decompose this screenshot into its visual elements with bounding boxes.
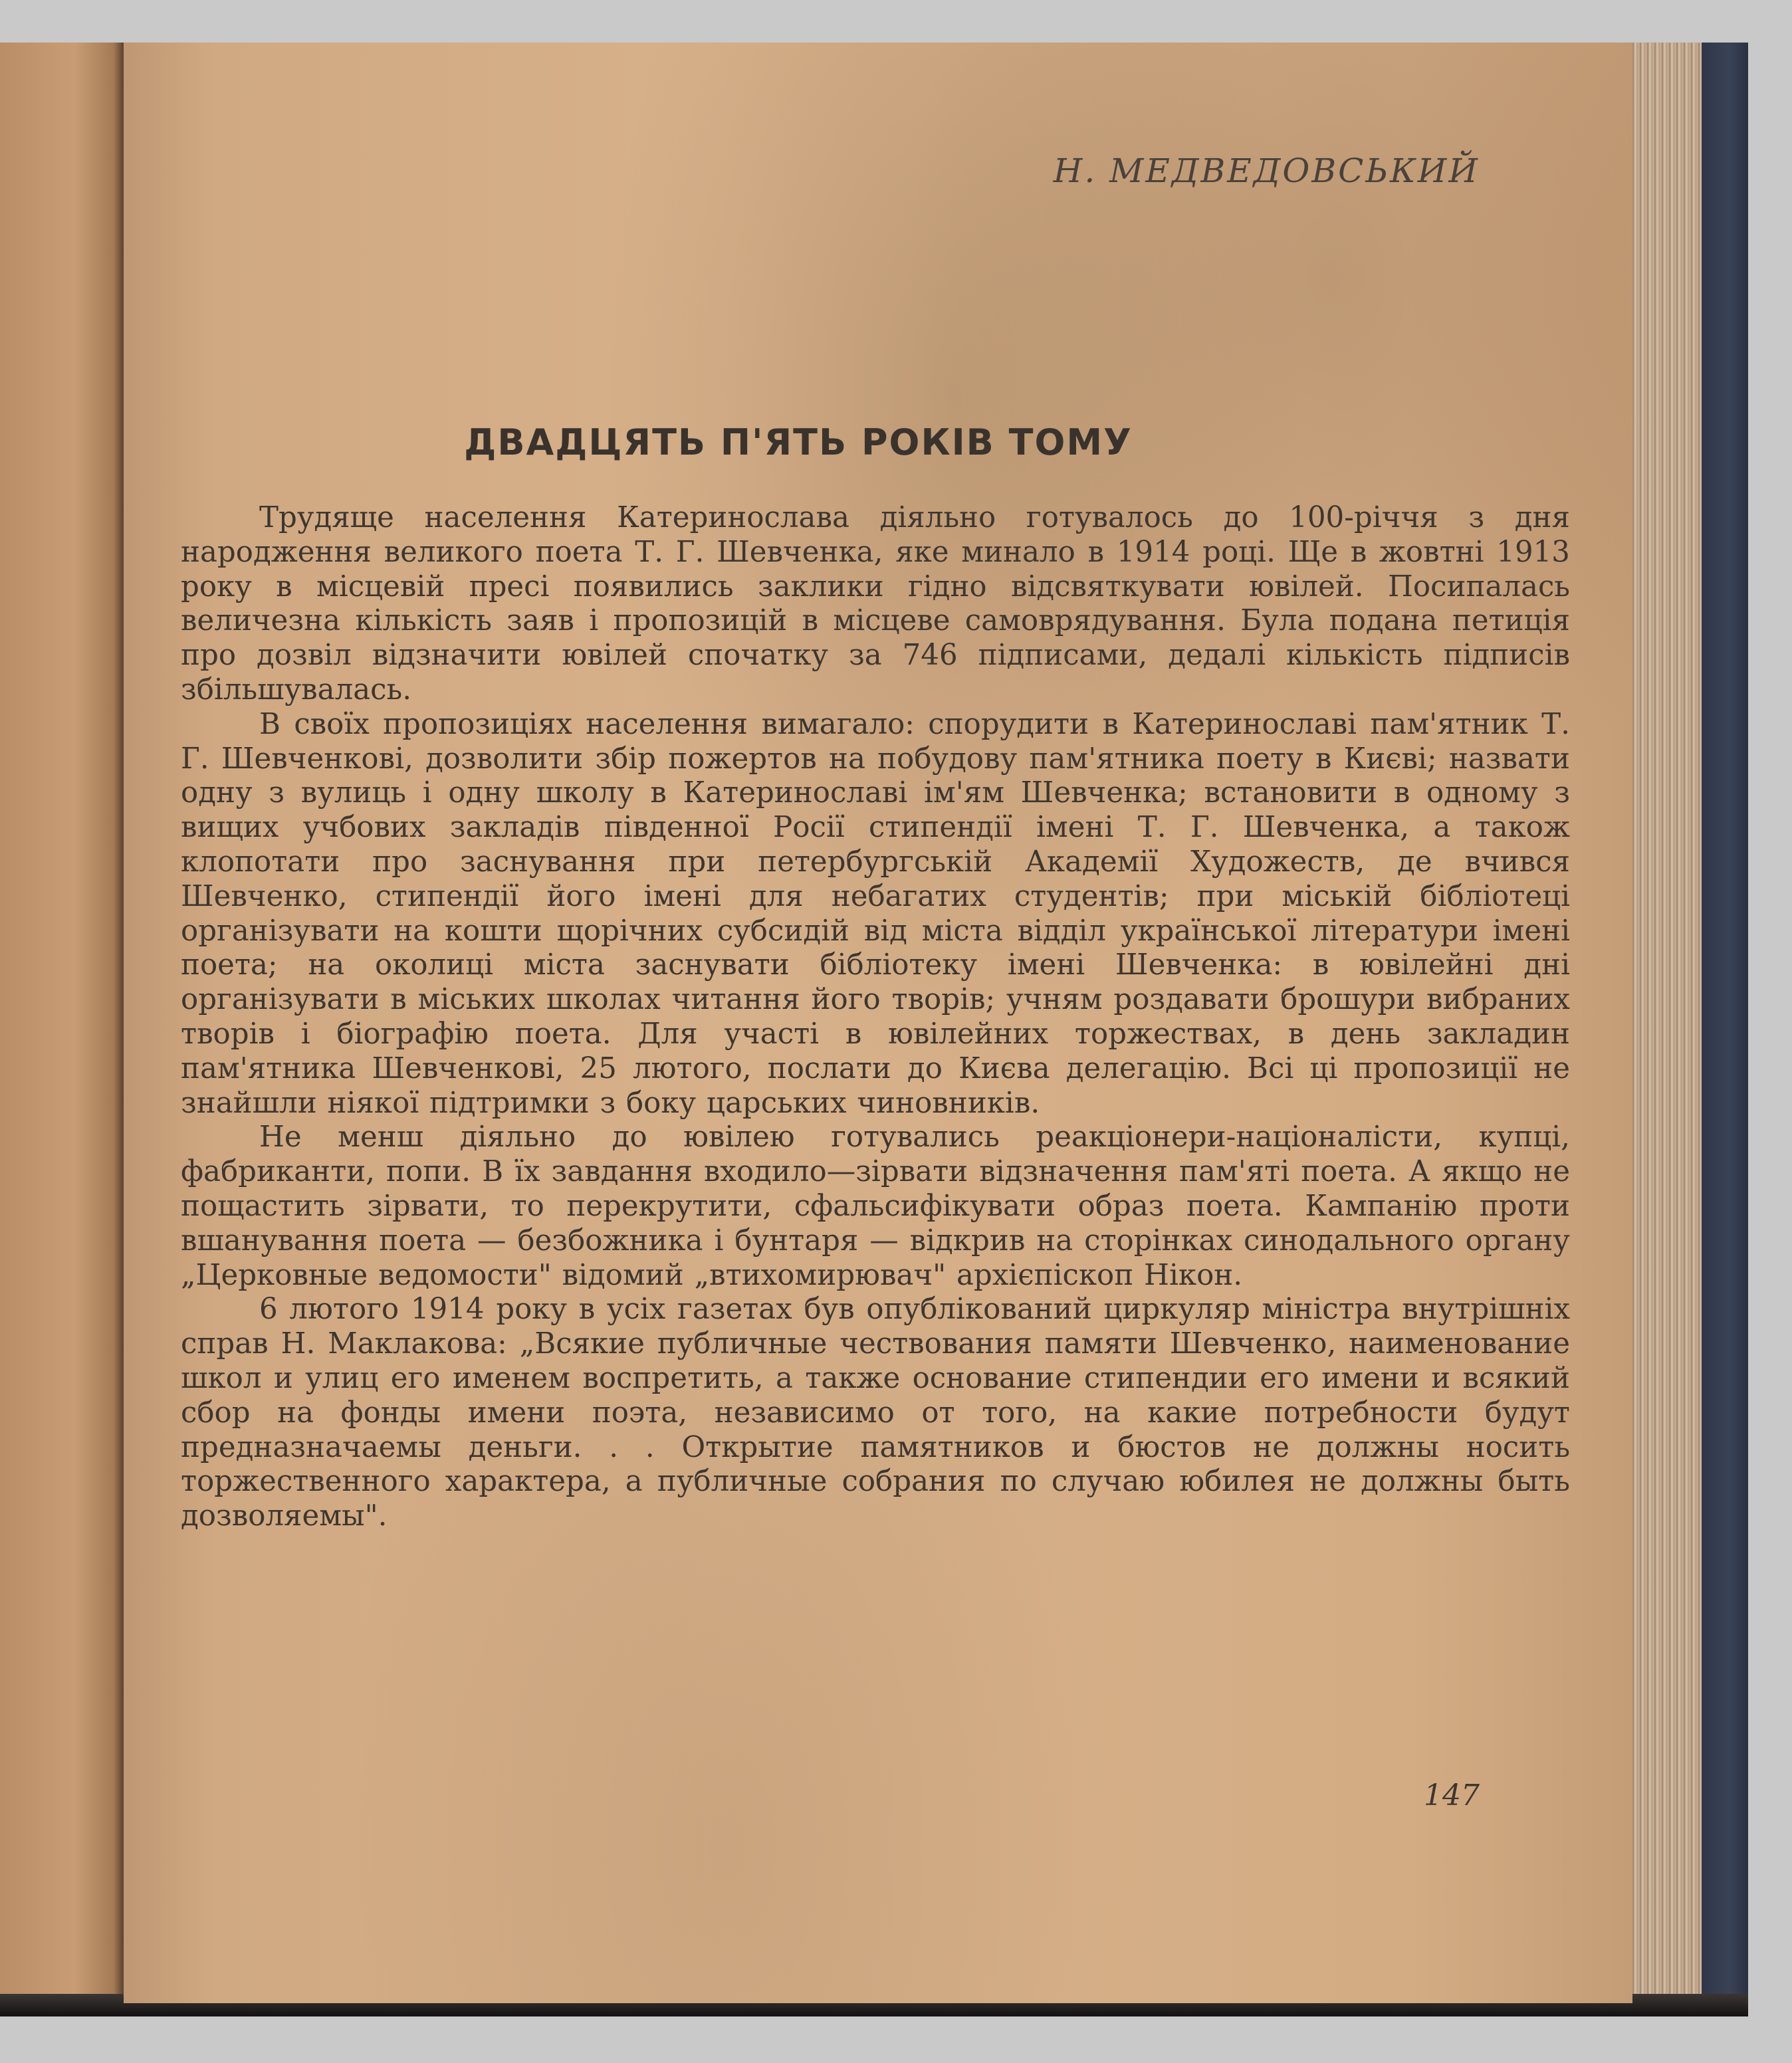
paragraph: 6 лютого 1914 року в усіх газетах був опублікований циркуляр міністра внутрішніх справ Н. Маклакова: „Всякие публичные чествования памяти Шевченко, наименование школ и улиц его именем воспретить, а также основание стипендии его имени и всякий сбор на фонды имени поэта, независимо от того, на какие потребности будут предназначаемы деньги. . . Открытие памятников и бюстов не должны носить торжественного характера, а публичные собрания по случаю юбилея не должны быть дозволяемы". bbox=[181, 1293, 1570, 1533]
article-body bbox=[181, 501, 1570, 1534]
paragraph: Не менш діяльно до ювілею готувались реакціонери-націоналісти, купці, фабриканти, попи. В їх завдання входило—зірвати відзначення пам'яті поета. А якщо не пощастить зірвати, то перекрутити, сфальсифікувати образ поета. Кампанію проти вшанування поета — безбожника і бунтаря — відкрив на сторінках синодального органу „Церковные ведомости" відомий „втихомирювач" архієпіскоп Нікон. bbox=[181, 1121, 1570, 1292]
paragraph: В своїх пропозиціях населення вимагало: спорудити в Катеринославі пам'ятник Т. Г. Шевченкові, дозволити збір пожертов на побудову пам'ятника поету в Києві; назвати одну з вулиць і одну школу в Катеринославі ім'ям Шевченка; встановити в одному з вищих учбових закладів південної Росії стипендії імені Т. Г. Шевченка, а також клопотати про заснування при петербургській Академії Художеств, де вчився Шевченко, стипендії його імені для небагатих студентів; при міській бібліотеці організувати на кошти щорічних субсидій від міста відділ української літератури імені поета; на околиці міста заснувати бібліотеку імені Шевченка: в ювілейні дні організувати в міських школах читання його творів; учням роздавати брошури вибраних творів і біографію поета. Для участі в ювілейних торжествах, в день закладин пам'ятника Шевченкові, 25 лютого, послати до Києва делегацію. Всі ці пропозиції не знайшли ніякої підтримки з боку царських чиновників. bbox=[181, 707, 1570, 1120]
article-title: ДВАДЦЯТЬ П'ЯТЬ РОКІВ ТОМУ bbox=[464, 421, 1133, 463]
paragraph: Трудяще населення Катеринослава діяльно готувалось до 100-річчя з дня народження великого поета Т. Г. Шевченка, яке минало в 1914 році. Ще в жовтні 1913 року в місцевій пресі появились заклики гідно відсвяткувати ювілей. Посипалась величезна кількість заяв і пропозицій в місцеве самоврядування. Була подана петиція про дозвіл відзначити ювілей спочатку за 746 підписами, дедалі кількість підписів збільшувалась. bbox=[181, 501, 1570, 706]
book-page bbox=[124, 43, 1632, 2003]
left-page-edge bbox=[0, 43, 124, 2003]
page-number: 147 bbox=[1424, 1779, 1480, 1812]
page-edges bbox=[1630, 43, 1708, 2016]
book-cover-edge bbox=[1702, 43, 1748, 2016]
running-head-author: Н. МЕДВЕДОВСЬКИЙ bbox=[1053, 152, 1480, 190]
